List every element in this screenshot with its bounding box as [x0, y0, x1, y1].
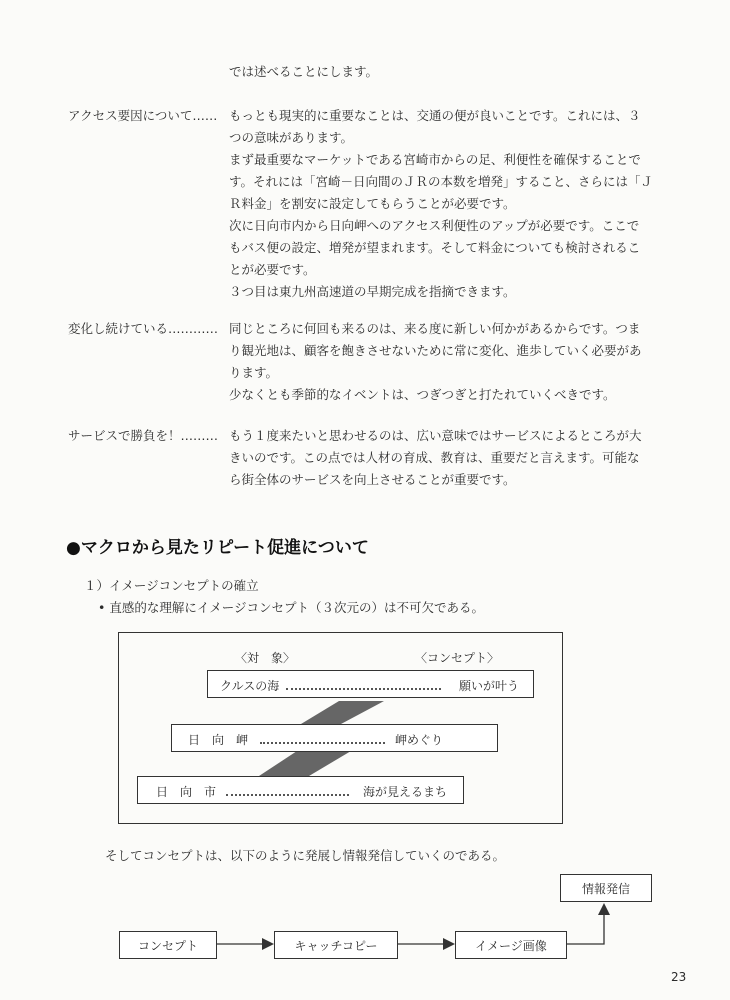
paragraph-line: もバス便の設定、増発が望まれます。そして料金についても検討されるこ	[229, 240, 641, 255]
paragraph-line: つの意味があります。	[229, 130, 354, 145]
paragraph-line: 次に日向市内から日向岬へのアクセス利便性のアップが必要です。ここで	[229, 218, 640, 233]
paragraph-line: ら街全体のサービスを向上させることが重要です。	[229, 472, 516, 487]
row-concept: 岬めぐり	[394, 733, 443, 747]
flow-final-info: 情報発信	[560, 874, 652, 902]
page-number: 23	[671, 970, 687, 984]
paragraph-line: とが必要です。	[229, 262, 316, 277]
row-concept: 海が見えるまち	[362, 785, 447, 799]
arrow-3-head	[598, 903, 610, 915]
paragraph-line: 少なくとも季節的なイベントは、つぎつぎと打たれていくべきです。	[229, 387, 616, 402]
arrow-2-head	[443, 938, 455, 950]
paragraph-line: きいのです。この点では人材の育成、教育は、重要だと言えます。可能な	[229, 450, 640, 465]
subheading: １）イメージコンセプトの確立	[84, 578, 259, 593]
flow-step-concept: コンセプト	[119, 931, 217, 959]
column-header-concept: 〈コンセプト〉	[415, 651, 500, 665]
row-subject: クルスの海	[220, 679, 280, 693]
paragraph-line: もっとも現実的に重要なことは、交通の便が良いことです。これには、３	[229, 108, 641, 123]
flow-step-image: イメージ画像	[455, 931, 567, 959]
section-label-service: サービスで勝負を！………	[68, 428, 219, 443]
paragraph-line: 同じところに何回も来るのは、来る度に新しい何かがあるからです。つま	[229, 321, 641, 336]
column-header-target: 〈対 象〉	[235, 651, 296, 665]
paragraph-line: ３つ目は東九州高速道の早期完成を指摘できます。	[229, 284, 516, 299]
paragraph-line: もう１度来たいと思わせるのは、広い意味ではサービスによるところが大	[229, 428, 642, 443]
arrow-3-line	[567, 913, 604, 944]
paragraph-line: す。それには「宮崎－日向間のＪＲの本数を増発」すること、さらには「Ｊ	[229, 174, 654, 189]
flow-step-catchcopy: キャッチコピー	[274, 931, 398, 959]
section-label-access: アクセス要因について……	[68, 108, 218, 123]
bullet-point: • 直感的な理解にイメージコンセプト（３次元の）は不可欠である。	[98, 600, 484, 615]
row-concept: 願いが叶う	[458, 679, 519, 693]
paragraph-line: り観光地は、顧客を飽きさせないために常に変化、進歩していく必要があ	[229, 343, 642, 358]
paragraph-line: Ｒ料金」を割安に設定してもらうことが必要です。	[229, 196, 516, 211]
closing-sentence: そしてコンセプトは、以下のように発展し情報発信していくのである。	[105, 848, 506, 863]
paragraph-line: ります。	[229, 365, 279, 380]
paragraph-line: まず最重要なマーケットである宮崎市からの足、利便性を確保することで	[229, 152, 641, 167]
section-label-change: 変化し続けている…………	[68, 321, 219, 336]
intro-line: では述べることにします。	[229, 64, 379, 79]
row-subject: 日 向 岬	[188, 733, 249, 747]
row-subject: 日 向 市	[156, 785, 217, 799]
section-heading: ●マクロから見たリピート促進について	[66, 538, 369, 558]
arrow-1-head	[262, 938, 274, 950]
